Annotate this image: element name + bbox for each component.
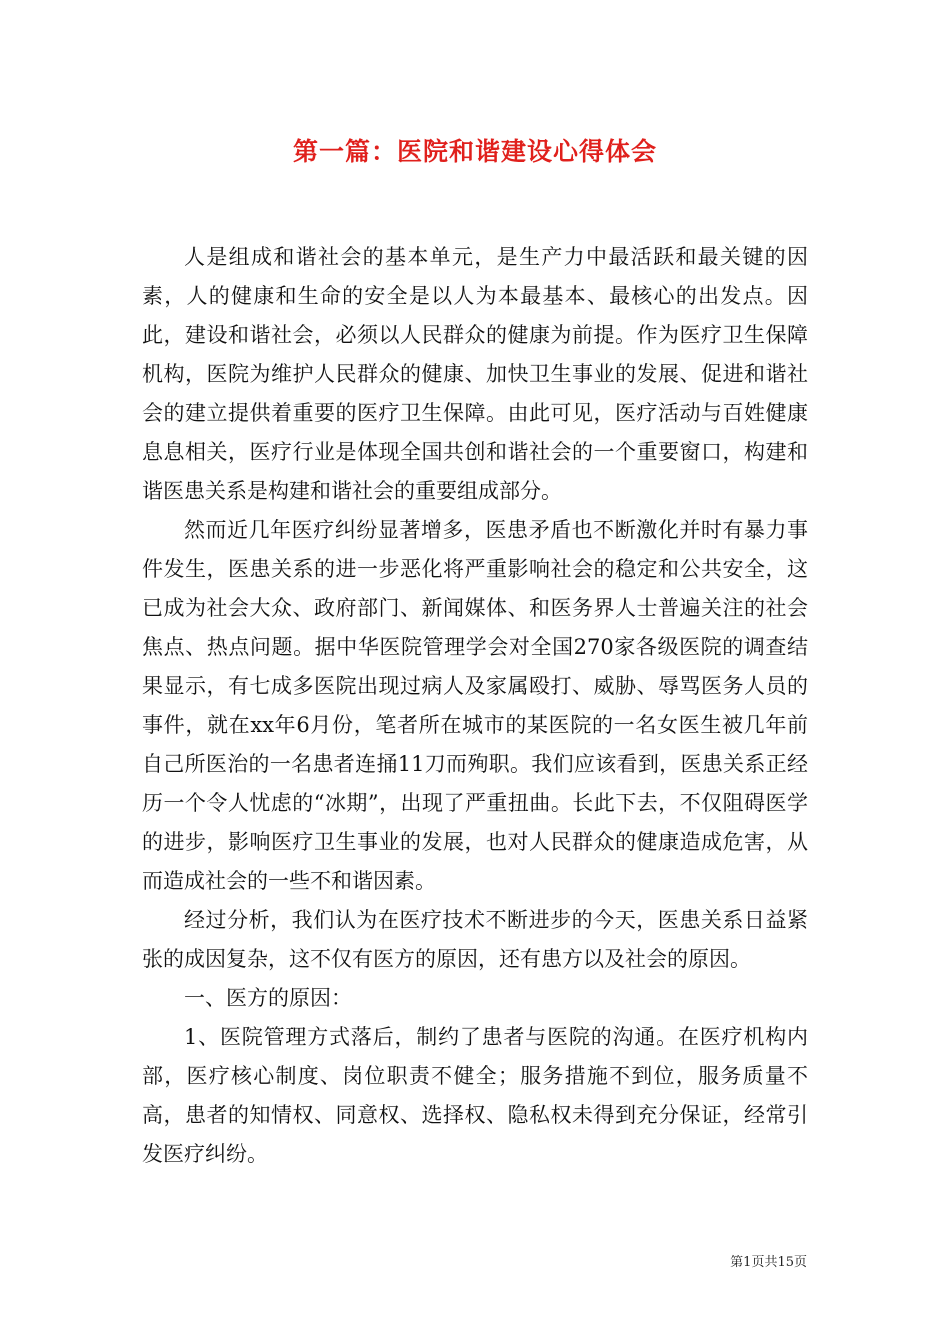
- document-title: 第一篇：医院和谐建设心得体会: [292, 137, 657, 166]
- paragraph-analysis: 经过分析，我们认为在医疗技术不断进步的今天，医患关系日益紧张的成因复杂，这不仅有医方的原因，还有患方以及社会的原因。: [142, 908, 808, 971]
- paragraph-management: 1、医院管理方式落后，制约了患者与医院的沟通。在医疗机构内部，医疗核心制度、岗位职责不健全；服务措施不到位，服务质量不高，患者的知情权、同意权、选择权、隐私权未得到充分保证，经常引发医疗纠纷。: [142, 1025, 808, 1166]
- paragraph-conflict: 然而近几年医疗纠纷显著增多，医患矛盾也不断激化并时有暴力事件发生，医患关系的进一步恶化将严重影响社会的稳定和公共安全，这已成为社会大众、政府部门、新闻媒体、和医务界人士普遍关注的社会焦点、热点问题。据中华医院管理学会对全国270家各级医院的调查结果显示，有七成多医院出现过病人及家属殴打、威胁、辱骂医务人员的事件，就在xx年6月份，笔者所在城市的某医院的一名女医生被几年前自己所医治的一名患者连捅11刀而殉职。我们应该看到，医患关系正经历一个令人忧虑的“冰期”，出现了严重扭曲。长此下去，不仅阻碍医学的进步，影响医疗卫生事业的发展，也对人民群众的健康造成危害，从而造成社会的一些不和谐因素。: [142, 518, 808, 893]
- page-number: 第1页共15页: [730, 1255, 807, 1270]
- document-body: [142, 238, 808, 1174]
- paragraph-intro: 人是组成和谐社会的基本单元，是生产力中最活跃和最关键的因素，人的健康和生命的安全是以人为本最基本、最核心的出发点。因此，建设和谐社会，必须以人民群众的健康为前提。作为医疗卫生保障机构，医院为维护人民群众的健康、加快卫生事业的发展、促进和谐社会的建立提供着重要的医疗卫生保障。由此可见，医疗活动与百姓健康息息相关，医疗行业是体现全国共创和谐社会的一个重要窗口，构建和谐医患关系是构建和谐社会的重要组成部分。: [142, 245, 808, 503]
- section-heading-hospital-causes: 一、医方的原因：: [184, 986, 352, 1010]
